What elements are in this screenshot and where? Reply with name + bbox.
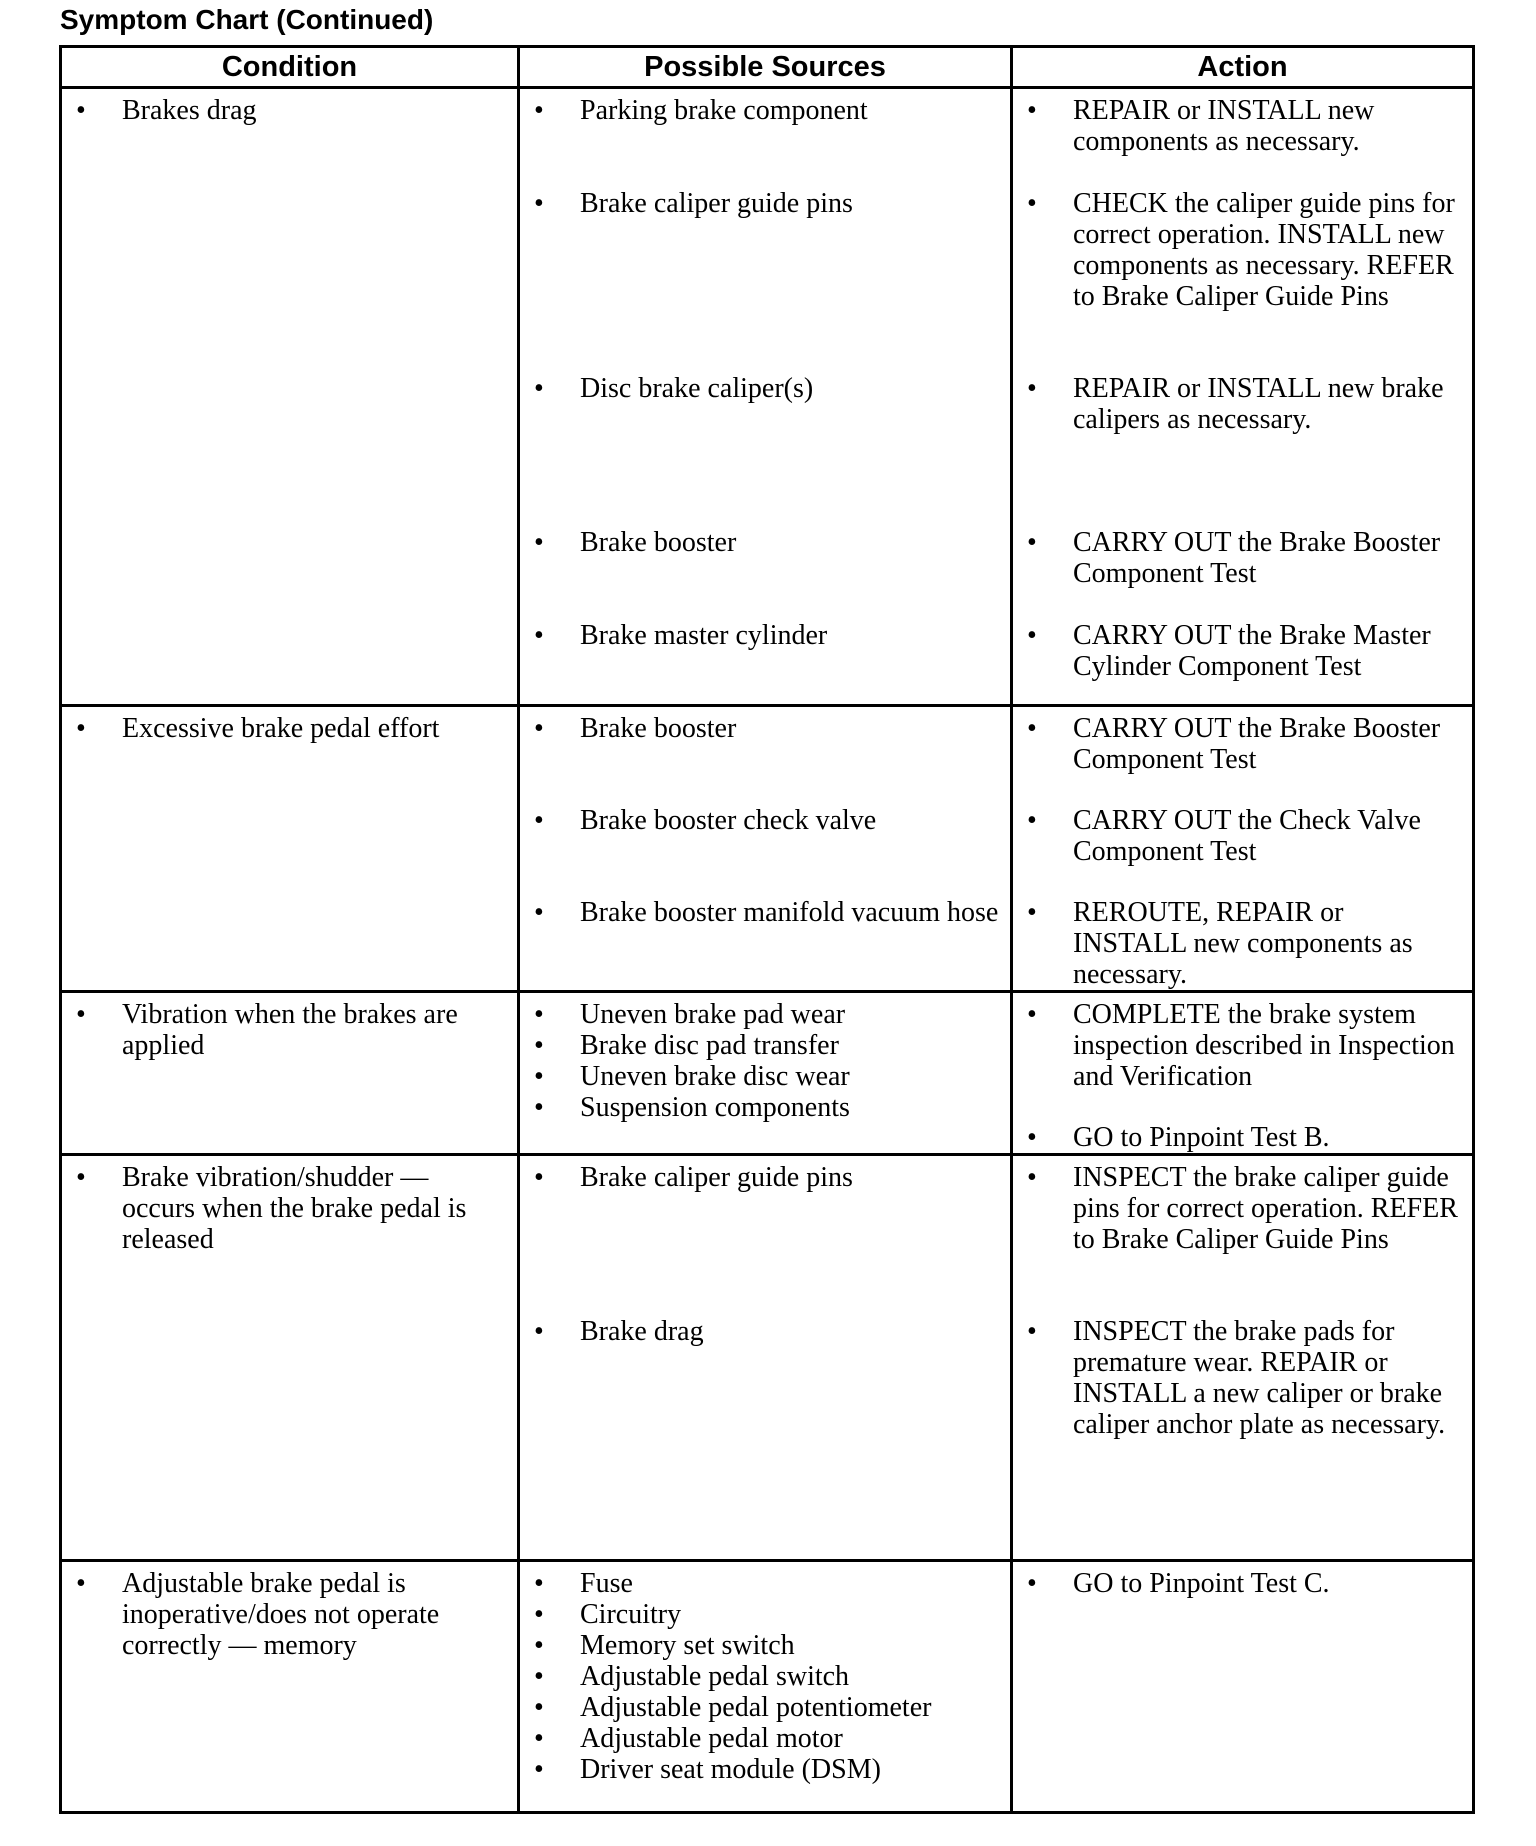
condition-cell — [61, 1561, 519, 1813]
symptom-chart-table — [59, 45, 1475, 1814]
sources-cell — [519, 992, 1012, 1155]
source-item: • Brake disc pad transfer — [534, 1030, 1000, 1061]
source-item: • Disc brake caliper(s) — [534, 373, 1000, 527]
sources-cell — [519, 1561, 1012, 1813]
table-row — [61, 706, 1474, 992]
source-item: • Adjustable pedal switch — [534, 1661, 1000, 1692]
action-item: • INSPECT the brake pads for premature wear. REPAIR or INSTALL a new caliper or brake caliper anchor plate as necessary. — [1027, 1316, 1462, 1440]
source-item: • Parking brake component — [534, 95, 1000, 188]
action-cell — [1012, 88, 1474, 706]
table-row — [61, 992, 1474, 1155]
source-item: • Brake booster check valve — [534, 805, 1000, 897]
header-possible-sources: Possible Sources — [519, 47, 1012, 88]
condition-cell — [61, 706, 519, 992]
source-item: • Uneven brake disc wear — [534, 1061, 1000, 1092]
action-item: • REROUTE, REPAIR or INSTALL new components as necessary. — [1027, 897, 1462, 990]
condition-cell — [61, 88, 519, 706]
action-item: • CARRY OUT the Brake Booster Component Test — [1027, 713, 1462, 805]
source-item: • Driver seat module (DSM) — [534, 1754, 1000, 1785]
page-title: Symptom Chart (Continued) — [60, 4, 434, 35]
action-item: • GO to Pinpoint Test C. — [1027, 1568, 1462, 1599]
table-row — [61, 88, 1474, 706]
action-item: • CARRY OUT the Brake Master Cylinder Component Test — [1027, 620, 1462, 682]
header-row — [61, 47, 1474, 88]
action-cell — [1012, 706, 1474, 992]
source-item: • Adjustable pedal motor — [534, 1723, 1000, 1754]
action-item: • CARRY OUT the Brake Booster Component Test — [1027, 527, 1462, 620]
source-item: • Memory set switch — [534, 1630, 1000, 1661]
action-item: • INSPECT the brake caliper guide pins for correct operation. REFER to Brake Caliper Guide Pins — [1027, 1162, 1462, 1316]
header-condition: Condition — [61, 47, 519, 88]
condition-item: • Brakes drag — [76, 95, 507, 126]
table-row — [61, 1155, 1474, 1561]
action-item: • CARRY OUT the Check Valve Component Test — [1027, 805, 1462, 897]
action-item: • COMPLETE the brake system inspection described in Inspection and Verification — [1027, 999, 1462, 1122]
action-cell — [1012, 1561, 1474, 1813]
sources-cell — [519, 88, 1012, 706]
header-action: Action — [1012, 47, 1474, 88]
action-cell — [1012, 1155, 1474, 1561]
source-item: • Brake booster — [534, 527, 1000, 620]
source-item: • Brake caliper guide pins — [534, 188, 1000, 373]
source-item: • Uneven brake pad wear — [534, 999, 1000, 1030]
action-item: • REPAIR or INSTALL new brake calipers as necessary. — [1027, 373, 1462, 527]
source-item: • Adjustable pedal potentiometer — [534, 1692, 1000, 1723]
source-item: • Brake booster — [534, 713, 1000, 805]
source-item: • Brake booster manifold vacuum hose — [534, 897, 1000, 928]
source-item: • Brake master cylinder — [534, 620, 1000, 651]
action-item: • REPAIR or INSTALL new components as necessary. — [1027, 95, 1462, 188]
source-item: • Fuse — [534, 1568, 1000, 1599]
sources-cell — [519, 1155, 1012, 1561]
condition-item: • Brake vibration/shudder — occurs when the brake pedal is released — [76, 1162, 507, 1255]
source-item: • Brake caliper guide pins — [534, 1162, 1000, 1316]
source-item: • Suspension components — [534, 1092, 1000, 1123]
condition-cell — [61, 992, 519, 1155]
condition-item: • Adjustable brake pedal is inoperative/does not operate correctly — memory — [76, 1568, 507, 1661]
condition-cell — [61, 1155, 519, 1561]
sources-cell — [519, 706, 1012, 992]
action-item: • GO to Pinpoint Test B. — [1027, 1122, 1462, 1153]
table-row — [61, 1561, 1474, 1813]
action-cell — [1012, 992, 1474, 1155]
source-item: • Circuitry — [534, 1599, 1000, 1630]
action-item: • CHECK the caliper guide pins for correct operation. INSTALL new components as necessary. REFER to Brake Caliper Guide Pins — [1027, 188, 1462, 373]
condition-item: • Vibration when the brakes are applied — [76, 999, 507, 1061]
source-item: • Brake drag — [534, 1316, 1000, 1347]
condition-item: • Excessive brake pedal effort — [76, 713, 507, 744]
